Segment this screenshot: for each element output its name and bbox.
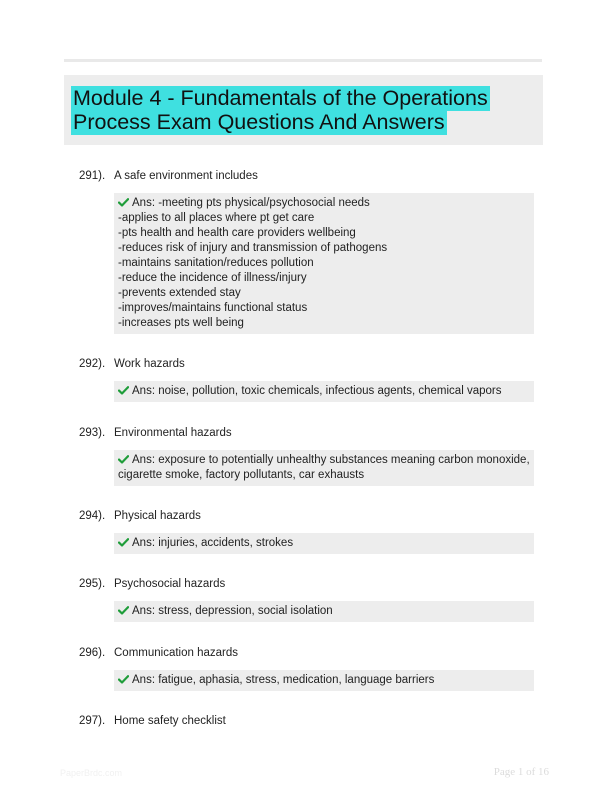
check-icon bbox=[118, 538, 129, 547]
answer-line: -prevents extended stay bbox=[118, 287, 241, 299]
question-number: 297). bbox=[79, 715, 106, 727]
answer-box bbox=[114, 533, 534, 554]
check-icon bbox=[118, 675, 129, 684]
question-text: Work hazards bbox=[114, 358, 185, 370]
watermark-text: PaperBrdc.com bbox=[60, 768, 123, 778]
question-text: Communication hazards bbox=[114, 647, 239, 659]
question-text: Environmental hazards bbox=[114, 427, 232, 439]
answer-box bbox=[114, 381, 534, 402]
check-icon bbox=[118, 198, 129, 207]
check-icon bbox=[118, 386, 129, 395]
question-text: Physical hazards bbox=[114, 510, 201, 522]
question-text: A safe environment includes bbox=[114, 170, 258, 182]
question-number: 293). bbox=[79, 427, 106, 439]
answer-line: Ans: noise, pollution, toxic chemicals, infectious agents, chemical vapors bbox=[118, 384, 530, 399]
answer-line: Ans: stress, depression, social isolation bbox=[118, 604, 530, 619]
check-icon bbox=[118, 606, 129, 615]
title-line-1: Module 4 - Fundamentals of the Operations bbox=[73, 86, 488, 110]
document-title bbox=[71, 86, 490, 134]
question-text: Home safety checklist bbox=[114, 715, 226, 727]
answer-line: Ans: -meeting pts physical/psychosocial needs bbox=[118, 196, 530, 211]
question-number: 296). bbox=[79, 647, 106, 659]
answer-line: -reduce the incidence of illness/injury bbox=[118, 272, 307, 284]
question-text: Psychosocial hazards bbox=[114, 578, 226, 590]
question-number: 295). bbox=[79, 578, 106, 590]
answer-line: -applies to all places where pt get care bbox=[118, 212, 315, 224]
answer-line: -improves/maintains functional status bbox=[118, 302, 308, 314]
answer-line: Ans: fatigue, aphasia, stress, medication, language barriers bbox=[118, 673, 530, 688]
answer-line: -increases pts well being bbox=[118, 317, 244, 329]
answer-box bbox=[114, 670, 534, 691]
answer-line: -maintains sanitation/reduces pollution bbox=[118, 257, 314, 269]
answer-line: -reduces risk of injury and transmission of pathogens bbox=[118, 242, 388, 254]
question-number: 291). bbox=[79, 170, 106, 182]
top-divider bbox=[64, 59, 542, 62]
answer-box bbox=[114, 450, 534, 486]
check-icon bbox=[118, 455, 129, 464]
answer-box bbox=[114, 193, 534, 334]
question-number: 294). bbox=[79, 510, 106, 522]
answer-box bbox=[114, 601, 534, 622]
answer-line: Ans: injuries, accidents, strokes bbox=[118, 536, 530, 551]
answer-line: Ans: exposure to potentially unhealthy substances meaning carbon monoxide, bbox=[118, 453, 530, 468]
page-number: Page 1 of 16 bbox=[493, 766, 549, 778]
answer-line: -pts health and health care providers wellbeing bbox=[118, 227, 356, 239]
title-line-2: Process Exam Questions And Answers bbox=[73, 110, 445, 134]
question-number: 292). bbox=[79, 358, 106, 370]
answer-line: cigarette smoke, factory pollutants, car exhausts bbox=[118, 469, 365, 481]
